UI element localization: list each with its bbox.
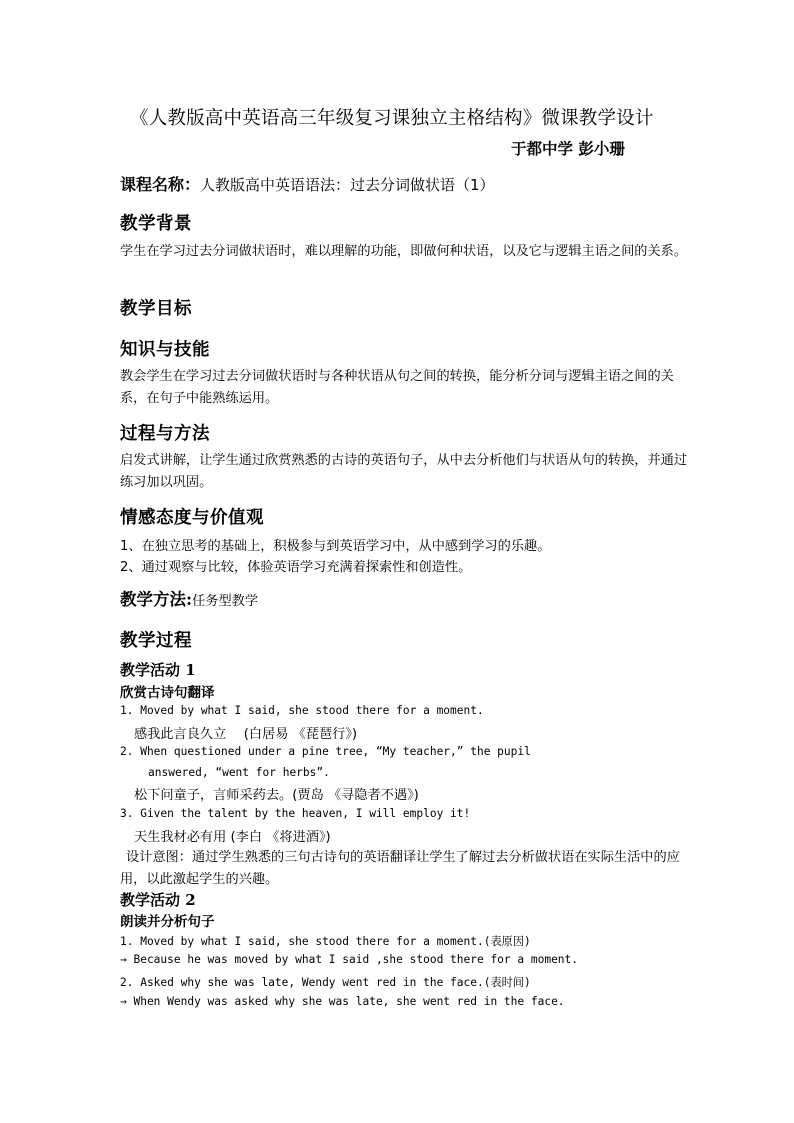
activity-2-heading: 教学活动 2 [120,891,196,909]
document-title: 《人教版高中英语高三年级复习课独立主格结构》微课教学设计 [130,108,654,129]
activity-1-sentence-1: 1. Moved by what I said, she stood there for a moment. [120,704,484,717]
activity-2-sentence-2: 2. Asked why she was late, Wendy went red in the face.(表时间) [120,976,531,989]
activity-1-sentence-3: 3. Given the talent by the heaven, I will employ it! [120,807,471,820]
background-text: 学生在学习过去分词做状语时，难以理解的功能，即做何种状语，以及它与逻辑主语之间的关系。 [120,244,688,259]
activity-2-subheading: 朗读并分析句子 [120,914,215,930]
attitude-item-2: 2、通过观察与比较，体验英语学习充满着探索性和创造性。 [120,560,472,575]
course-name-label: 课程名称： [120,175,201,194]
activity-1-translation-1: 感我此言良久立 (白居易 《琵琶行》) [134,727,358,742]
teaching-method-line [120,586,258,610]
activity-2-sentence-1: 1. Moved by what I said, she stood there for a moment.(表原因) [120,935,531,948]
activity-1-design-intent: 设计意图：通过学生熟悉的三句古诗句的英语翻译让学生了解过去分析做状语在实际生活中的应用，以此激起学生的兴趣。 [120,850,680,887]
knowledge-skills-text: 教会学生在学习过去分词做状语时与各种状语从句之间的转换，能分析分词与逻辑主语之间的关系，在句子中能熟练运用。 [120,369,674,406]
heading-knowledge-skills: 知识与技能 [120,340,210,360]
activity-1-sentence-2-cont: answered, “went for herbs”. [148,766,330,779]
activity-1-sentence-2: 2. When questioned under a pine tree, “My teacher,” the pupil [120,745,531,758]
heading-attitude: 情感态度与价值观 [120,508,264,528]
author-line: 于都中学 彭小珊 [511,139,625,158]
heading-goals: 教学目标 [120,299,192,319]
activity-2-rewrite-1: → Because he was moved by what I said ,she stood there for a moment. [120,953,579,966]
teaching-method-label: 教学方法: [120,590,193,609]
heading-teaching-process: 教学过程 [120,631,192,651]
course-name-line [120,172,495,195]
heading-background: 教学背景 [120,214,192,234]
activity-1-translation-3: 天生我材必有用 (李白 《将进酒》) [134,830,331,845]
teaching-method-value: 任务型教学 [192,594,259,609]
process-method-text: 启发式讲解，让学生通过欣赏熟悉的古诗的英语句子，从中去分析他们与状语从句的转换，并通过练习加以巩固。 [120,453,688,490]
activity-1-translation-2: 松下问童子，言师采药去。(贾岛 《寻隐者不遇》) [134,788,419,803]
attitude-item-1: 1、在独立思考的基础上，积极参与到英语学习中，从中感到学习的乐趣。 [120,539,551,554]
activity-2-rewrite-2: → When Wendy was asked why she was late, she went red in the face. [120,995,565,1008]
activity-1-subheading: 欣赏古诗句翻译 [120,685,215,701]
course-name-value: 人教版高中英语语法：过去分词做状语（1） [200,176,495,194]
heading-process-method: 过程与方法 [120,424,210,444]
activity-1-heading: 教学活动 1 [120,661,196,679]
